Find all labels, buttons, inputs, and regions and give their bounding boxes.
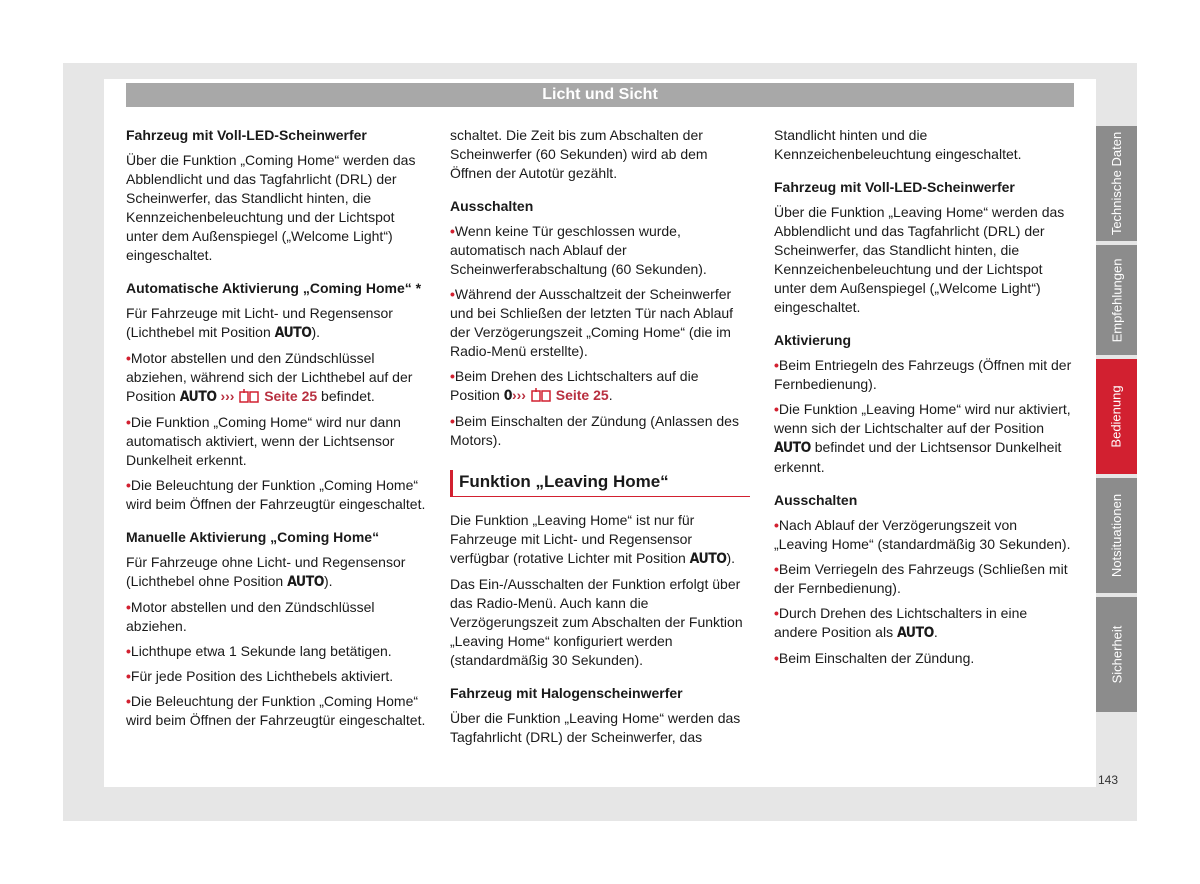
list-item: • Motor abstellen und den Zündschlüssel abziehen, während sich der Lichthebel auf der Position AUTO ››› Seite 25 befindet. — [126, 349, 426, 407]
list-item: • Beim Entriegeln des Fahrzeugs (Öffnen mit der Fernbedienung). — [774, 356, 1074, 394]
heading-full-led: Fahrzeug mit Voll-LED-Scheinwerfer — [774, 179, 1015, 195]
list-item: • Motor abstellen und den Zündschlüssel abziehen. — [126, 598, 426, 636]
heading-auto-activation: Automatische Aktivierung „Coming Home“ * — [126, 280, 422, 296]
list-item: • Wenn keine Tür geschlossen wurde, automatisch nach Ablauf der Scheinwerferabschaltung (60 Sekunden). — [450, 222, 750, 279]
manual-book-icon — [530, 388, 552, 402]
auto-symbol: AUTO — [896, 625, 934, 641]
auto-symbol: AUTO — [774, 440, 811, 456]
page-reference-link[interactable]: Seite 25 — [555, 387, 609, 403]
list-item: • Während der Ausschaltzeit der Scheinwerfer und bei Schließen der letzten Tür nach Ablauf der Verzögerungszeit „Coming Home“ (die im Radio-Menü erstellte). — [450, 285, 750, 361]
auto-symbol: AUTO — [689, 551, 727, 567]
auto-symbol: AUTO — [287, 574, 324, 590]
page-number: 143 — [1098, 773, 1119, 787]
list-item: • Beim Einschalten der Zündung (Anlassen des Motors). — [450, 412, 750, 450]
list-item: • Nach Ablauf der Verzögerungszeit von „Leaving Home“ (standardmäßig 30 Sekunden). — [774, 516, 1074, 554]
list-item: • Die Funktion „Coming Home“ wird nur dann automatisch aktiviert, wenn der Lichtsensor Dunkelheit erkennt. — [126, 413, 426, 470]
list-item: • Beim Verriegeln des Fahrzeugs (Schließen mit der Fernbedienung). — [774, 560, 1074, 598]
paragraph: Für Fahrzeuge mit Licht- und Regensensor (Lichthebel mit Position AUTO). — [126, 305, 393, 341]
page-reference-link[interactable]: Seite 25 — [264, 388, 318, 404]
list-item: • Die Funktion „Leaving Home“ wird nur aktiviert, wenn sich der Lichtschalter auf der Position AUTO befindet und der Lichtsensor Dunkelheit erkennt. — [774, 400, 1074, 477]
heading-full-led: Fahrzeug mit Voll-LED-Scheinwerfer — [126, 127, 367, 143]
manual-book-icon — [238, 389, 260, 403]
paragraph: Über die Funktion „Leaving Home“ werden das Abblendlicht und das Tagfahrlicht (DRL) der Scheinwerfer, das Standlicht hinten, die Kennzeichenbeleuchtung und der Lichtspot unter dem Außenspiegel („Welcome Light“) eingeschaltet. — [774, 204, 1065, 315]
list-item: • Für jede Position des Lichthebels aktiviert. — [126, 667, 426, 686]
paragraph: Das Ein-/Ausschalten der Funktion erfolgt über das Radio-Menü. Auch kann die Verzögerungszeit zum Abschalten der Funktion „Leaving Home“ konfiguriert werden (standardmäßig 30 Sekunden). — [450, 576, 743, 668]
auto-symbol: AUTO — [274, 325, 312, 341]
column-3 — [774, 126, 1074, 674]
tab-notsituationen[interactable]: Notsituationen — [1096, 478, 1137, 593]
list-item: • Lichthupe etwa 1 Sekunde lang betätigen. — [126, 642, 426, 661]
off-symbol: 0 — [503, 388, 512, 404]
column-2 — [450, 126, 750, 753]
tab-technische-daten[interactable]: Technische Daten — [1096, 126, 1137, 241]
tab-empfehlungen[interactable]: Empfehlungen — [1096, 245, 1137, 355]
paragraph: Standlicht hinten und die Kennzeichenbeleuchtung eingeschaltet. — [774, 127, 1022, 162]
heading-manual-activation: Manuelle Aktivierung „Coming Home“ — [126, 529, 380, 545]
heading-ausschalten: Ausschalten — [450, 198, 534, 214]
arrows-icon: ››› — [220, 388, 235, 404]
heading-aktivierung: Aktivierung — [774, 332, 852, 348]
chapter-header: Licht und Sicht — [126, 83, 1074, 107]
list-item: • Beim Drehen des Lichtschalters auf die Position 0››› Seite 25. — [450, 367, 750, 406]
list-item: • Die Beleuchtung der Funktion „Coming Home“ wird beim Öffnen der Fahrzeugtür eingeschaltet. — [126, 692, 426, 730]
list-item: • Beim Einschalten der Zündung. — [774, 649, 1074, 668]
auto-symbol: AUTO — [179, 389, 217, 405]
paragraph: Die Funktion „Leaving Home“ ist nur für Fahrzeuge mit Licht- und Regensensor verfügbar (rotative Lichter mit Position AUTO). — [450, 512, 736, 567]
paragraph: Über die Funktion „Leaving Home“ werden das Tagfahrlicht (DRL) der Scheinwerfer, das — [450, 710, 741, 745]
list-item: • Die Beleuchtung der Funktion „Coming Home“ wird beim Öffnen der Fahrzeugtür eingeschaltet. — [126, 476, 426, 514]
paragraph: Für Fahrzeuge ohne Licht- und Regensensor (Lichthebel ohne Position AUTO). — [126, 554, 406, 590]
arrows-icon: ››› — [511, 387, 526, 403]
heading-ausschalten: Ausschalten — [774, 492, 858, 508]
paragraph: Über die Funktion „Coming Home“ werden das Abblendlicht und das Tagfahrlicht (DRL) der Scheinwerfer, das Standlicht hinten, die Kennzeichenbeleuchtung und der Lichtspot unter dem Außenspiegel („Welcome Light“) eingeschaltet. — [126, 152, 416, 263]
paragraph: schaltet. Die Zeit bis zum Abschalten der Scheinwerfer (60 Sekunden) wird ab dem Öffnen der Autotür gezählt. — [450, 127, 708, 181]
list-item: • Durch Drehen des Lichtschalters in eine andere Position als AUTO. — [774, 604, 1074, 643]
heading-halogen: Fahrzeug mit Halogenscheinwerfer — [450, 685, 683, 701]
column-1 — [126, 126, 426, 736]
section-title-leaving-home: Funktion „Leaving Home“ — [450, 470, 750, 497]
tab-sicherheit[interactable]: Sicherheit — [1096, 597, 1137, 712]
chapter-tabs — [1096, 126, 1137, 716]
tab-bedienung[interactable]: Bedienung — [1096, 359, 1137, 474]
